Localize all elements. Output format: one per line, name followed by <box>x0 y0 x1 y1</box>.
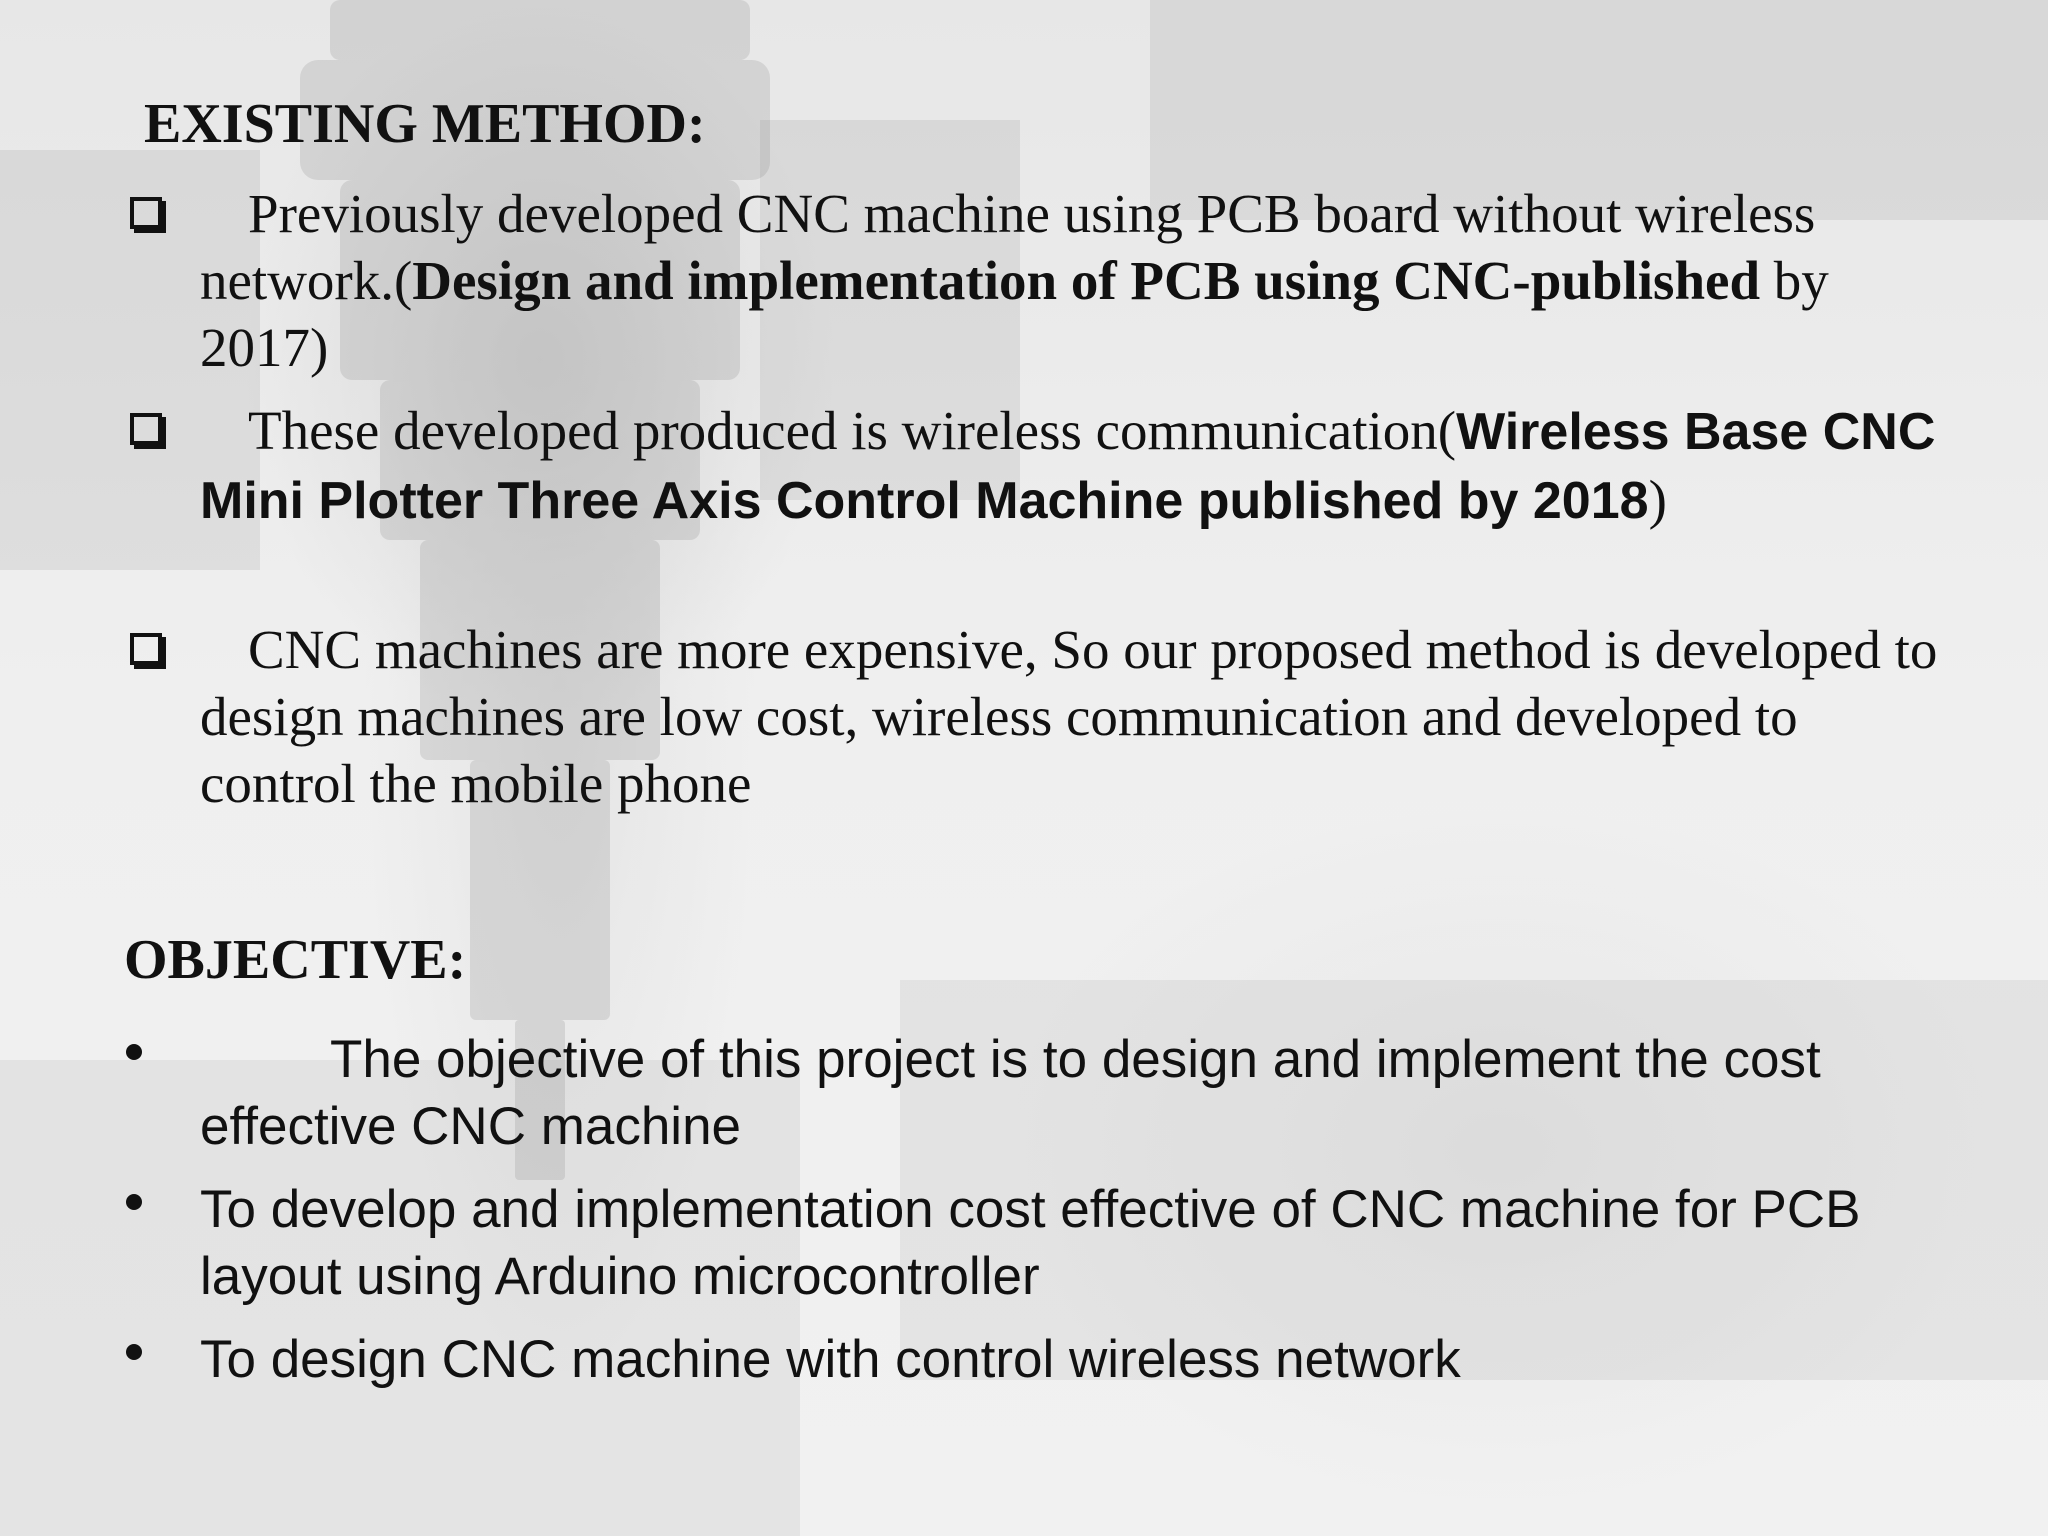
objective-item-2 <box>200 1176 1990 1310</box>
objective-heading: OBJECTIVE: <box>124 929 467 991</box>
round-bullet-icon <box>126 1344 142 1360</box>
existing-item-3-text: CNC machines are more expensive, So our proposed method is developed to design machines are low cost, wireless communication and developed to control the mobile phone <box>200 619 1938 814</box>
hollow-square-bullet-icon <box>130 633 162 665</box>
round-bullet-icon <box>126 1044 142 1060</box>
objective-item-1-text: The objective of this project is to design and implement the cost effective CNC machine <box>200 1030 1821 1156</box>
objective-item-3 <box>200 1326 1990 1393</box>
existing-method-item-3 <box>200 616 1960 817</box>
existing-item-1-year: by 2017) <box>200 250 1829 378</box>
existing-method-heading: EXISTING METHOD: <box>144 93 706 155</box>
existing-method-item-1 <box>200 180 1960 381</box>
objective-item-3-text: To design CNC machine with control wireless network <box>200 1330 1461 1389</box>
existing-method-item-2 <box>200 397 1960 535</box>
existing-item-1-text: Previously developed CNC machine using PCB board without wireless network.( <box>200 183 1816 311</box>
existing-item-2-close: ) <box>1648 469 1667 530</box>
existing-item-2-citation: Wireless Base CNC Mini Plotter Three Axis Control Machine published by 2018 <box>200 403 1936 530</box>
existing-item-1-citation: Design and implementation of PCB using CNC-published <box>412 250 1761 311</box>
round-bullet-icon <box>126 1194 142 1210</box>
objective-item-2-text: To develop and implementation cost effective of CNC machine for PCB layout using Arduino microcontroller <box>200 1180 1861 1306</box>
hollow-square-bullet-icon <box>130 197 162 229</box>
existing-item-2-text: These developed produced is wireless communication( <box>248 400 1457 461</box>
hollow-square-bullet-icon <box>130 413 162 445</box>
objective-item-1 <box>200 1026 1990 1160</box>
